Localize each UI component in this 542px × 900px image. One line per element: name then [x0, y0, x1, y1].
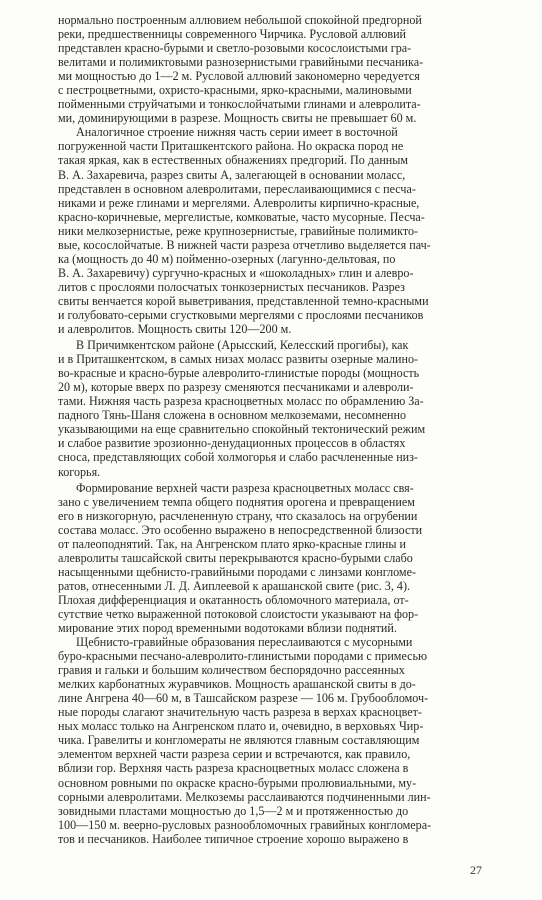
text-line: элементом верхней части разреза серии и встречаются, как правило, — [58, 747, 411, 762]
text-line: лине Ангрена 40—60 м, в Ташсайском разрезе — 106 м. Грубообломоч- — [58, 691, 429, 706]
text-line: мирование этих пород временными водотоками вблизи поднятий. — [58, 621, 397, 636]
text-line: насыщенными щебнисто-гравийными породами с линзами конгломе- — [58, 564, 416, 579]
text-line: ми мощностью до 1—2 м. Русловой аллювий закономерно чередуется — [58, 69, 420, 84]
text-line: мелких карбонатных журавчиков. Мощность арашанской свиты в до- — [58, 677, 416, 692]
text-line: тов и песчаников. Наиболее типичное строение хорошо выражено в — [58, 831, 409, 846]
text-line: реки, предшественницы современного Чирчика. Русловой аллювий — [58, 27, 407, 42]
text-line: с пестроцветными, охристо-красными, ярко-красными, малиновыми — [58, 83, 412, 98]
text-line: такая яркая, как в естественных обнажениях предгорий. По данным — [58, 153, 409, 168]
text-line: Плохая дифференциация и окатанность обломочного материала, от- — [58, 592, 409, 607]
text-line: свиты венчается корой выветривания, представленной темно-красными — [58, 293, 429, 308]
text-line: основном ровными по окраске красно-бурыми пролювиальными, му- — [58, 775, 417, 790]
text-line: сутствие четко выраженной потоковой слоистости указывают на фор- — [58, 606, 419, 621]
text-line: Формирование верхней части разреза красноцветных моласс свя- — [76, 480, 414, 495]
text-line: ратов, отнесенными Л. Д. Аиплеевой к арашанской свите (рис. 3, 4). — [58, 578, 410, 593]
text-line: ных моласс только на Ангренском плато и, очевидно, в верховьях Чир- — [58, 719, 424, 734]
text-line: 20 м), которые вверх по разрезу сменяются песчаниками и алевроли- — [58, 380, 414, 395]
text-line: ка (мощность до 40 м) пойменно-озерных (лагунно-дельтовая, по — [58, 251, 396, 266]
text-line: велитами и полимиктовыми разнозернистыми гравийными песчаника- — [58, 55, 424, 70]
text-line: красно-коричневые, мергелистые, комковатые, часто мусорные. Песча- — [58, 209, 425, 224]
text-line: от палеоподнятий. Так, на Ангренском плато ярко-красные глины и — [58, 536, 406, 551]
text-line: вблизи гор. Верхняя часть разреза красноцветных моласс сложена в — [58, 761, 409, 776]
text-line: буро-красными песчано-алевролито-глинистыми породами с примесью — [58, 649, 428, 664]
text-line: В. А. Захаревичу) сургучно-красных и «шоколадных» глин и алевро- — [58, 265, 414, 280]
text-line: состава моласс. Это особенно выражено в непосредственной близости — [58, 522, 423, 537]
text-line: представлен красно-бурыми и светло-розовыми косослоистыми гра- — [58, 41, 412, 56]
text-line: нормально построенным аллювием небольшой спокойной предгорной — [58, 13, 422, 27]
text-line: сорными алевролитами. Мелкоземы расслаиваются подчиненными лин- — [58, 789, 431, 804]
text-line: и в Приташкентском, в самых низах моласс развиты озерные малино- — [58, 352, 419, 367]
text-line: зано с увеличением темпа общего поднятия орогена и превращением — [58, 494, 415, 509]
text-line: пойменными струйчатыми и тонкослойчатыми глинами и алевролита- — [58, 97, 421, 112]
text-line: тами. Нижняя часть разреза красноцветных моласс по обрамлению За- — [58, 394, 424, 409]
text-line: В. А. Захаревича, разрез свиты А, залегающей в основании моласс, — [58, 167, 406, 182]
text-line: гравия и гальки и большим количеством беспорядочно рассеянных — [58, 663, 405, 678]
body-text — [58, 13, 488, 846]
text-line: чика. Гравелиты и конгломераты не являются главным составляющим — [58, 733, 420, 748]
text-line: 100—150 м. веерно-русловых разнообломочных гравийных конгломера- — [58, 817, 432, 832]
text-line: ми, доминирующими в разрезе. Мощность свиты не превышает 60 м. — [58, 111, 417, 126]
text-line: никами и реже глинами и мергелями. Алевролиты кирпично-красные, — [58, 195, 420, 210]
text-line: ники мелкозернистые, реже крупнозернистые, гравийные полимикто- — [58, 223, 419, 238]
text-line: вые, косослойчатые. В нижней части разреза отчетливо выделяется пач- — [58, 237, 431, 252]
text-line: литов с прослоями полосчатых тонкозернистых песчаников. Разрез — [58, 279, 405, 294]
text-line: и алевролитов. Мощность свиты 120—200 м. — [58, 322, 292, 337]
text-line: представлен в основном алевролитами, переслаивающимися с песча- — [58, 181, 416, 196]
text-line: указывающими на еще сравнительно спокойный тектонический режим — [58, 422, 426, 437]
text-line: Аналогичное строение нижняя часть серии имеет в восточной — [76, 125, 398, 140]
text-line: ные породы слагают значительную часть разреза в верхах красноцвет- — [58, 705, 422, 720]
text-line: погруженной части Приташкентского района. Но окраска пород не — [58, 139, 404, 154]
text-line: В Причимкентском районе (Арысский, Келесский прогибы), как — [76, 338, 409, 353]
text-line: во-красные и красно-бурые алевролито-глинистые породы (мощность — [58, 366, 420, 381]
text-line: его в низкогорную, расчлененную страну, что сказалось на огрубении — [58, 508, 418, 523]
text-line: и слабое развитие эрозионно-денудационных процессов в областях — [58, 436, 406, 451]
text-line: Щебнисто-гравийные образования переслаиваются с мусорными — [76, 635, 413, 650]
text-line: зовидными пластами мощностью до 1,5—2 м и протяженностью до — [58, 803, 409, 818]
text-line: падного Тянь-Шаня сложена в основном мелкоземами, несомненно — [58, 408, 407, 423]
text-line: когорья. — [58, 464, 101, 479]
page-number: 27 — [470, 863, 482, 877]
text-line: алевролиты ташсайской свиты перекрываются красно-бурыми слабо — [58, 550, 413, 565]
text-line: сноса, представляющих собой холмогорья и слабо расчлененные низ- — [58, 450, 418, 465]
text-line: и голубовато-серыми сгустковыми мергелями с прослоями песчаников — [58, 307, 424, 322]
